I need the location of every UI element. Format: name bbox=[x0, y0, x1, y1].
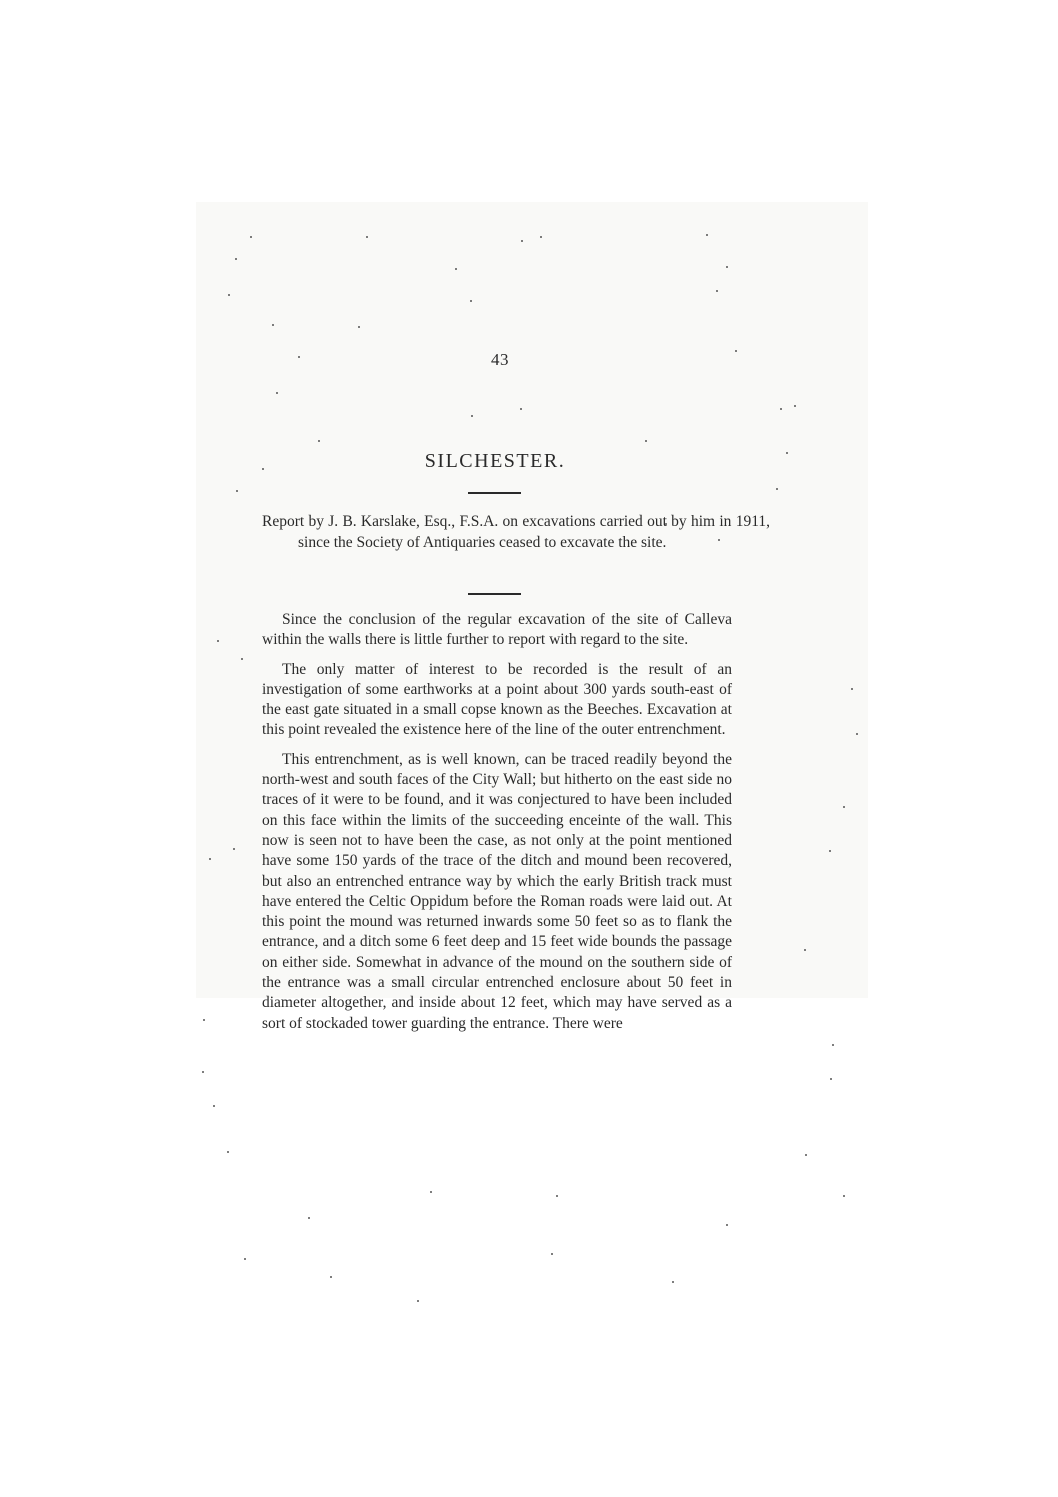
scan-speck bbox=[706, 234, 708, 236]
scan-speck bbox=[366, 236, 368, 238]
scan-speck bbox=[241, 658, 243, 660]
scan-speck bbox=[330, 1276, 332, 1278]
scan-speck bbox=[716, 290, 718, 292]
title-divider bbox=[468, 492, 521, 494]
scan-speck bbox=[830, 1078, 832, 1080]
page-title: SILCHESTER. bbox=[424, 450, 566, 472]
scan-speck bbox=[520, 408, 522, 410]
scan-speck bbox=[430, 1191, 432, 1193]
report-byline: Report by J. B. Karslake, Esq., F.S.A. on excavations carried out by him in 1911, since the Society of Antiquaries ceased to excavate the site. bbox=[262, 513, 770, 551]
scan-speck bbox=[829, 850, 831, 852]
scan-speck bbox=[227, 1151, 229, 1153]
scan-speck bbox=[209, 858, 211, 860]
scan-speck bbox=[832, 1044, 834, 1046]
scan-speck bbox=[805, 1154, 807, 1156]
paragraph: Since the conclusion of the regular excavation of the site of Calleva within the walls there is little further to report with regard to the site. bbox=[262, 611, 732, 649]
scan-speck bbox=[794, 405, 796, 407]
scan-speck bbox=[556, 1195, 558, 1197]
scan-speck bbox=[417, 1300, 419, 1302]
page-number: 43 bbox=[491, 350, 509, 369]
scan-speck bbox=[471, 415, 473, 417]
body-text bbox=[262, 610, 732, 1043]
scan-speck bbox=[203, 1019, 205, 1021]
scan-speck bbox=[645, 440, 647, 442]
scan-speck bbox=[308, 1217, 310, 1219]
scan-speck bbox=[276, 392, 278, 394]
byline-divider bbox=[468, 593, 521, 595]
scan-speck bbox=[318, 440, 320, 442]
scan-speck bbox=[551, 1253, 553, 1255]
scan-speck bbox=[455, 268, 457, 270]
paragraph: This entrenchment, as is well known, can be traced readily beyond the north-west and south faces of the City Wall; but hitherto on the east side no traces of it were to be found, and it was conjectured to have been included on this face within the limits of the succeeding enceinte of the wall. This now is seen not to have been the case, as not only at the point mentioned have some 150 yards of the trace of the ditch and mound been recovered, but also an entrenched entrance way by which the early British track must have entered the Celtic Oppidum before the Roman roads were laid out. At this point the mound was returned inwards some 50 feet so as to flank the entrance, and a ditch some 6 feet deep and 15 feet wide bounds the passage on either side. Somewhat in advance of the mound on the southern side of the entrance was a small circular entrenched enclosure about 50 feet in diameter altogether, and inside about 12 feet, which may have served as a sort of stockaded tower guarding the entrance. There were bbox=[262, 750, 732, 1032]
scan-speck bbox=[250, 236, 252, 238]
scan-speck bbox=[213, 1105, 215, 1107]
scan-speck bbox=[470, 300, 472, 302]
scan-speck bbox=[856, 733, 858, 735]
scan-speck bbox=[235, 258, 237, 260]
paragraph: The only matter of interest to be recorded is the result of an investigation of some earthworks at a point about 300 yards south-east of the east gate situated in a small copse known as the Beeches. Excavation at this point revealed the existence here of the line of the outer entrenchment. bbox=[262, 660, 732, 739]
scan-speck bbox=[726, 1224, 728, 1226]
scan-speck bbox=[851, 688, 853, 690]
scan-speck bbox=[521, 240, 523, 242]
scan-speck bbox=[272, 324, 274, 326]
scan-speck bbox=[672, 1281, 674, 1283]
scan-speck bbox=[843, 806, 845, 808]
scan-speck bbox=[726, 266, 728, 268]
scan-speck bbox=[780, 408, 782, 410]
scan-speck bbox=[540, 236, 542, 238]
scan-speck bbox=[202, 1071, 204, 1073]
scan-speck bbox=[244, 1258, 246, 1260]
scan-speck bbox=[236, 490, 238, 492]
scan-speck bbox=[217, 640, 219, 642]
scan-speck bbox=[804, 949, 806, 951]
scan-speck bbox=[233, 848, 235, 850]
scan-speck bbox=[776, 488, 778, 490]
scan-speck bbox=[358, 326, 360, 328]
scan-speck bbox=[228, 294, 230, 296]
scan-speck bbox=[843, 1195, 845, 1197]
